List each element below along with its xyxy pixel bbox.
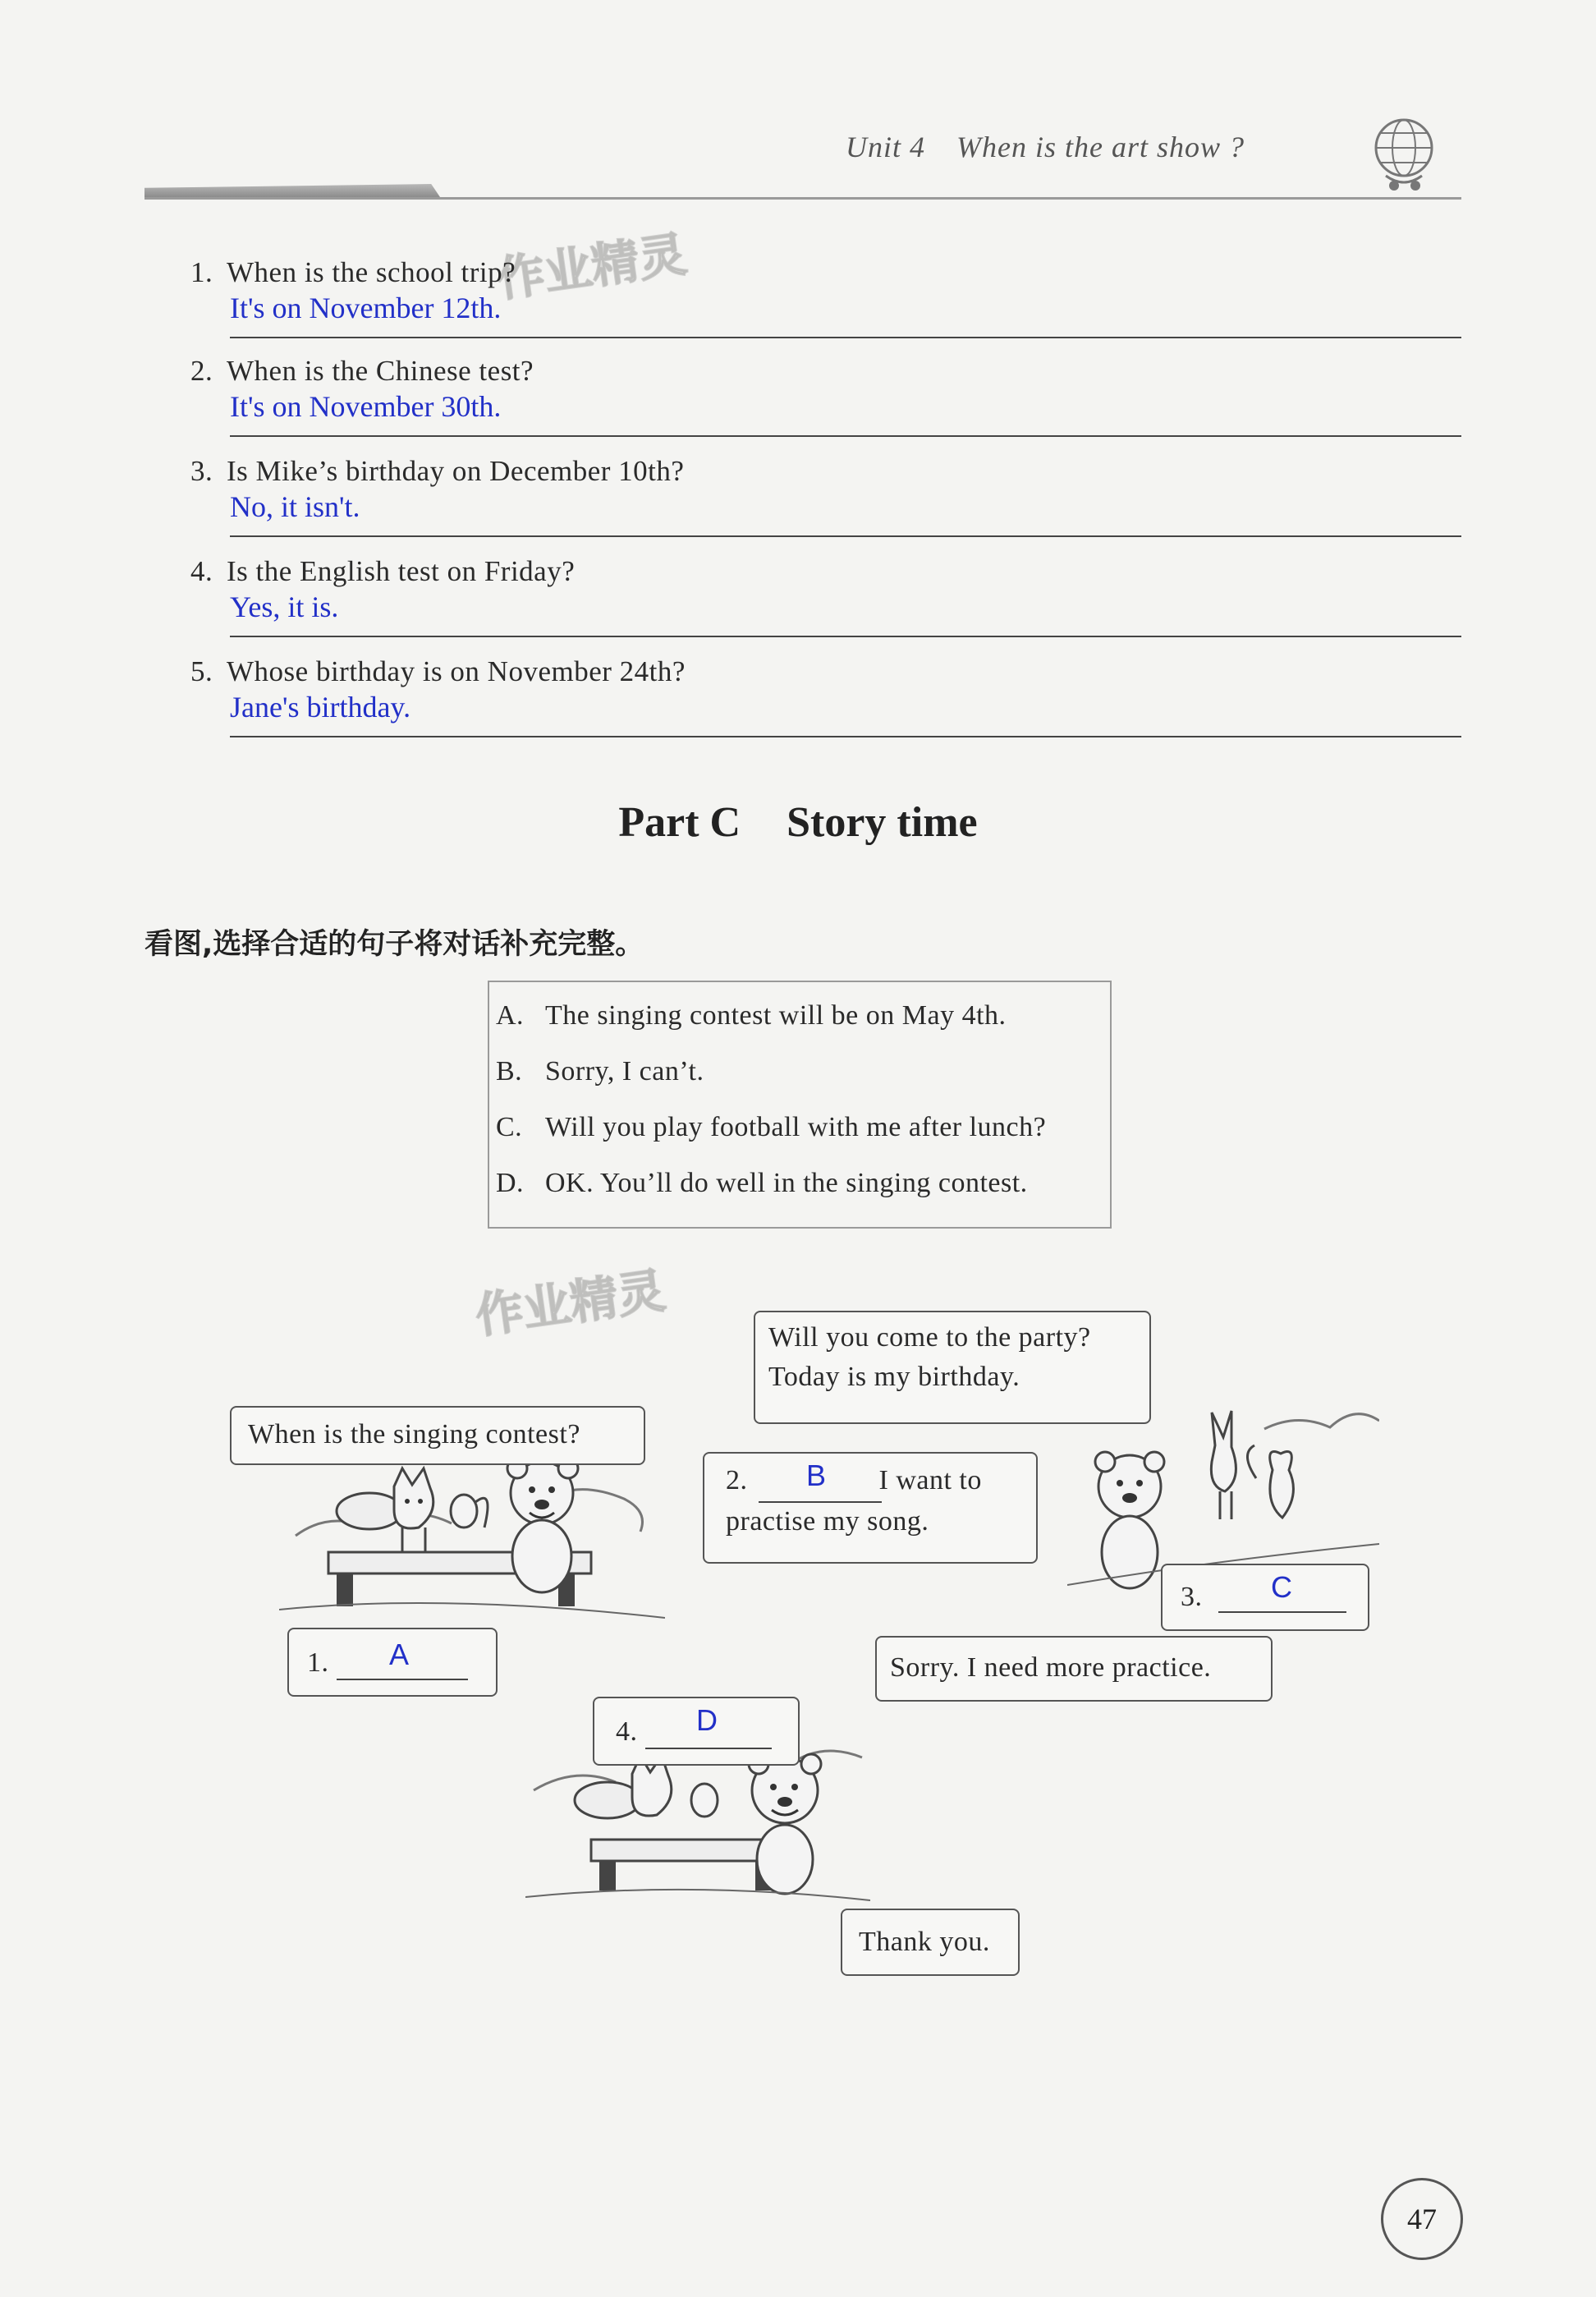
option-text: Will you play football with me after lunch? <box>545 1112 1047 1142</box>
blank-line-4 <box>645 1748 772 1749</box>
question-number: 2. <box>190 355 213 387</box>
watermark-top: 作业精灵 <box>493 226 690 308</box>
blank-answer-3: C <box>1271 1570 1292 1604</box>
blank-number: 4. <box>616 1716 638 1747</box>
blank-line-3 <box>1218 1611 1346 1613</box>
blank-answer-2: B <box>806 1459 827 1492</box>
bubble-text: Will you come to the party? <box>768 1322 1091 1353</box>
question-5 <box>190 655 1461 724</box>
blank-line-1 <box>337 1679 468 1680</box>
bubble-when-contest <box>230 1406 645 1465</box>
option-text: The singing contest will be on May 4th. <box>545 1000 1007 1031</box>
answer-text: No, it isn't. <box>230 490 360 523</box>
bubble-thank-you <box>841 1909 1020 1976</box>
blank-number: 2. <box>726 1465 748 1495</box>
option-text: OK. You’ll do well in the singing contest. <box>545 1168 1028 1198</box>
question-number: 5. <box>190 655 213 687</box>
bubble-text: practise my song. <box>726 1506 929 1537</box>
blank-line-2 <box>759 1501 882 1503</box>
blank-number: 1. <box>307 1647 329 1678</box>
header-rule <box>144 197 1461 200</box>
unit-header <box>846 130 1276 164</box>
question-text: When is the school trip? <box>227 256 516 288</box>
answer-text: It's on November 12th. <box>230 292 502 324</box>
bubble-blank-3 <box>1161 1564 1369 1631</box>
unit-title: When is the art show ? <box>956 131 1245 163</box>
question-3 <box>190 455 1461 524</box>
question-1 <box>190 256 1461 325</box>
bubble-text: When is the singing contest? <box>248 1419 580 1449</box>
option-a <box>496 1000 1110 1056</box>
bubble-sorry-practice <box>875 1636 1273 1702</box>
answer-rule <box>230 435 1461 437</box>
question-text: When is the Chinese test? <box>227 355 534 387</box>
question-text: Is Mike’s birthday on December 10th? <box>227 455 685 487</box>
blank-answer-4: D <box>696 1703 718 1737</box>
page-number: 47 <box>1381 2178 1463 2260</box>
option-text: Sorry, I can’t. <box>545 1056 704 1086</box>
option-letter: A. <box>496 1000 525 1031</box>
question-number: 4. <box>190 555 213 587</box>
part-name: Story time <box>787 799 978 846</box>
header-decor-bar <box>144 184 440 197</box>
answer-rule <box>230 535 1461 537</box>
option-letter: C. <box>496 1112 523 1142</box>
watermark-middle: 作业精灵 <box>472 1262 669 1344</box>
bubble-text: Thank you. <box>859 1927 990 1957</box>
blank-number: 3. <box>1181 1582 1203 1612</box>
blank-answer-1: A <box>389 1638 410 1671</box>
answer-text: Yes, it is. <box>230 590 339 623</box>
bubble-party-invite <box>754 1311 1151 1424</box>
options-box <box>488 981 1112 1229</box>
answer-rule <box>230 636 1461 637</box>
option-letter: D. <box>496 1168 525 1198</box>
answer-text: It's on November 30th. <box>230 390 502 423</box>
instruction: 看图,选择合适的句子将对话补充完整。 <box>144 928 644 961</box>
answer-rule <box>230 736 1461 737</box>
answer-rule <box>230 337 1461 338</box>
option-b <box>496 1056 1110 1112</box>
answer-text: Jane's birthday. <box>230 691 411 724</box>
scene-bench-friends-illustration <box>279 1454 665 1642</box>
part-title <box>0 798 1596 847</box>
part-label: Part C <box>618 799 741 846</box>
bubble-blank-2 <box>703 1452 1038 1564</box>
bubble-text: Today is my birthday. <box>768 1362 1020 1392</box>
unit-label: Unit 4 <box>846 131 926 163</box>
bubble-text: I want to <box>878 1465 982 1495</box>
question-number: 1. <box>190 256 213 288</box>
question-text: Whose birthday is on November 24th? <box>227 655 686 687</box>
bubble-text: Sorry. I need more practice. <box>890 1652 1212 1683</box>
question-text: Is the English test on Friday? <box>227 555 576 587</box>
globe-mascot-icon <box>1361 107 1452 197</box>
question-4 <box>190 555 1461 624</box>
option-letter: B. <box>496 1056 523 1086</box>
option-d <box>496 1168 1110 1224</box>
option-c <box>496 1112 1110 1168</box>
question-number: 3. <box>190 455 213 487</box>
question-2 <box>190 355 1461 424</box>
